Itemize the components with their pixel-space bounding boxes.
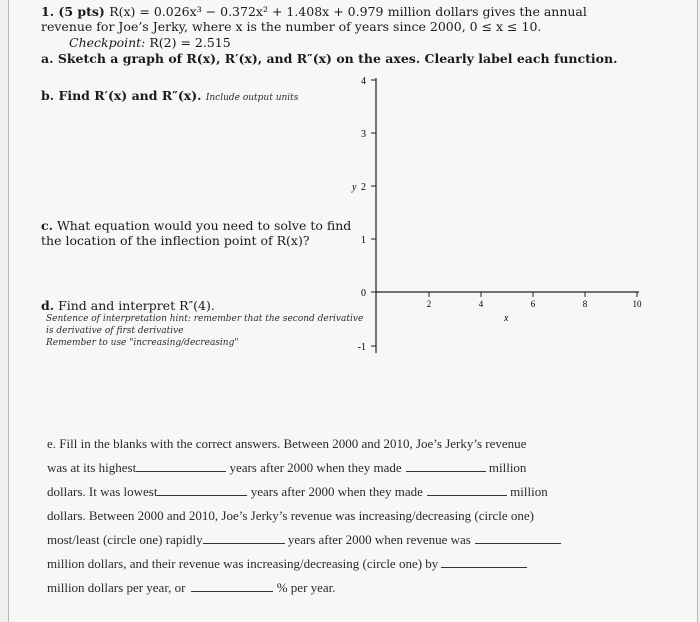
answer-blank[interactable]: [157, 483, 247, 496]
part-e-text: % per year.: [276, 580, 336, 595]
y-ticks: [371, 80, 376, 346]
x-tick-label: 2: [426, 299, 432, 309]
y-tick-label: 3: [361, 129, 366, 140]
x-axis-label: x: [504, 313, 509, 324]
answer-blank[interactable]: [406, 459, 486, 472]
part-e-text: was at its highest: [47, 460, 137, 475]
part-c-line2: the location of the inflection point of R(x)?: [41, 233, 310, 248]
part-e-line7: [47, 576, 561, 600]
part-e-text: years after 2000 when they made: [250, 484, 423, 499]
formula-tail: million dollars gives the annual: [387, 4, 587, 19]
revenue-formula: R(x) = 0.026x³ − 0.372x² + 1.408x + 0.979: [109, 4, 384, 19]
part-e-line1: e. Fill in the blanks with the correct answers. Between 2000 and 2010, Joe’s Jerky’s revenue: [47, 436, 527, 451]
x-tick-label: 4: [478, 299, 484, 309]
y-tick-label: 1: [361, 235, 366, 246]
part-e: [47, 432, 561, 600]
y-tick-label: -1: [357, 342, 366, 353]
part-e-text: million dollars per year, or: [47, 580, 186, 595]
checkpoint-label: Checkpoint:: [69, 35, 146, 50]
part-e-text: most/least (circle one) rapidly: [47, 532, 203, 547]
part-e-text: years after 2000 when they made: [229, 460, 402, 475]
part-e-text: dollars. It was lowest: [47, 484, 158, 499]
y-tick-label: 2: [361, 182, 366, 193]
y-axis-label: y: [352, 182, 357, 193]
part-e-text: million: [510, 484, 548, 499]
part-d-text: Find and interpret R″(4).: [58, 298, 215, 313]
answer-blank[interactable]: [203, 531, 285, 544]
problem-points: (5 pts): [58, 4, 105, 19]
part-b-text: Find R′(x) and R″(x).: [58, 88, 202, 103]
x-tick-label: 8: [582, 299, 588, 309]
problem-line2: revenue for Joe’s Jerky, where x is the number of years since 2000, 0 ≤ x ≤ 10.: [41, 19, 542, 34]
x-tick-label: 6: [530, 299, 536, 309]
y-tick-label: 4: [361, 76, 366, 87]
x-tick-label: 10: [632, 299, 642, 309]
part-e-text: million: [488, 460, 527, 475]
part-d-hint-line1: Sentence of interpretation hint: remember that the second derivative: [46, 314, 364, 324]
part-a-text: Sketch a graph of R(x), R′(x), and R″(x) on the axes. Clearly label each function.: [57, 51, 618, 66]
answer-blank[interactable]: [441, 555, 527, 568]
problem-number: 1.: [41, 4, 55, 19]
part-e-line5: [47, 528, 561, 552]
part-e-line3: [47, 480, 561, 504]
answer-blank[interactable]: [136, 459, 226, 472]
part-b-hint: Include output units: [205, 93, 299, 103]
part-e-line2: [47, 456, 561, 480]
x-ticks: [429, 292, 637, 297]
answer-blank[interactable]: [475, 531, 561, 544]
part-c-label: c.: [41, 218, 53, 233]
part-b-label: b.: [41, 88, 55, 103]
part-d-label: d.: [41, 298, 55, 313]
y-tick-label: 0: [361, 288, 366, 299]
answer-blank[interactable]: [191, 579, 273, 592]
worksheet-page: [8, 0, 698, 622]
part-e-line4: dollars. Between 2000 and 2010, Joe’s Jerky’s revenue was increasing/decreasing (circle one): [47, 508, 534, 523]
part-d-hint-line3: Remember to use "increasing/decreasing": [46, 338, 239, 348]
answer-blank[interactable]: [427, 483, 507, 496]
part-e-text: million dollars, and their revenue was increasing/decreasing (circle one) by: [47, 556, 439, 571]
part-e-text: years after 2000 when revenue was: [287, 532, 471, 547]
part-a-label: a.: [41, 51, 54, 66]
part-c-line1: What equation would you need to solve to find: [56, 218, 352, 233]
part-d-hint-line2: is derivative of first derivative: [46, 326, 184, 336]
checkpoint-value: R(2) = 2.515: [149, 35, 231, 50]
part-e-line6: [47, 552, 561, 576]
